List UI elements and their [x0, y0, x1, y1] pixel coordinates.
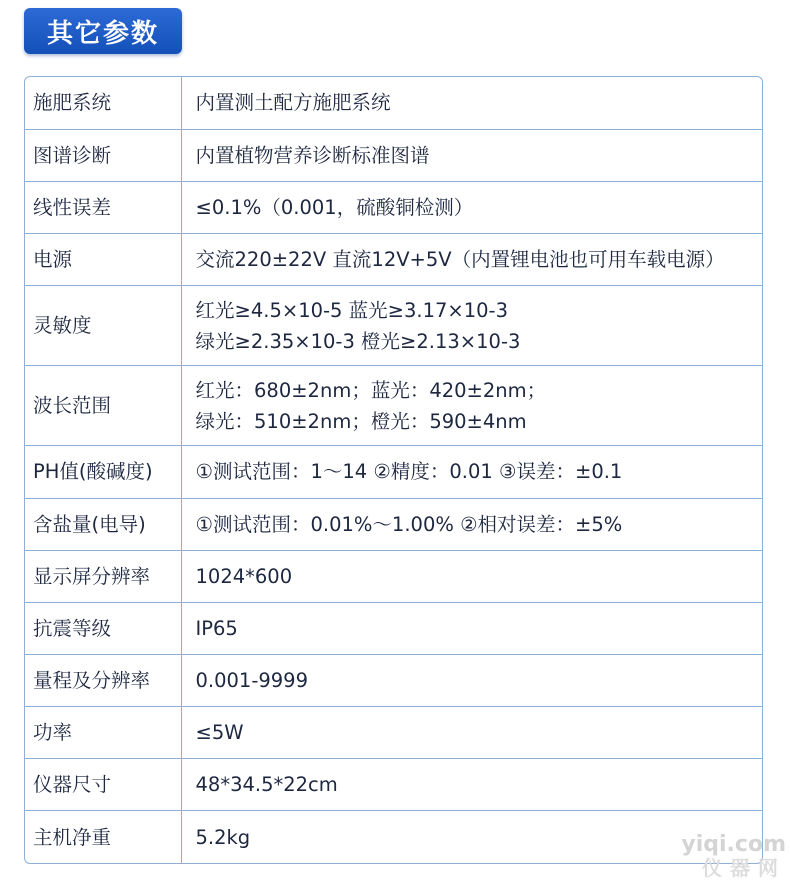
- spec-value-line: ≤0.1%（0.001，硫酸铜检测）: [195, 195, 474, 219]
- spec-value: [181, 811, 762, 863]
- watermark: [681, 834, 786, 878]
- spec-label: PH值(酸碱度): [25, 446, 181, 498]
- spec-label: 显示屏分辨率: [25, 550, 181, 602]
- section-title: 其它参数: [46, 18, 159, 49]
- spec-value: [181, 602, 762, 654]
- spec-row: [25, 707, 762, 759]
- spec-value-line: ①测试范围：1～14 ②精度：0.01 ③误差：±0.1: [195, 460, 623, 484]
- spec-value: [181, 446, 762, 498]
- spec-table-frame: [24, 76, 763, 864]
- spec-value-line: 交流220±22V 直流12V+5V（内置锂电池也可用车载电源）: [195, 247, 725, 271]
- spec-label: 量程及分辨率: [25, 654, 181, 706]
- spec-row: [25, 550, 762, 602]
- spec-row: [25, 181, 762, 233]
- spec-value: [181, 707, 762, 759]
- spec-value: [181, 286, 762, 366]
- spec-value-line: 红光：680±2nm；蓝光：420±2nm；: [195, 378, 547, 402]
- spec-value: [181, 129, 762, 181]
- spec-row: [25, 759, 762, 811]
- spec-row: [25, 233, 762, 285]
- spec-table-body: [25, 77, 762, 863]
- spec-label: 含盐量(电导): [25, 498, 181, 550]
- spec-row: [25, 602, 762, 654]
- spec-label: 图谱诊断: [25, 129, 181, 181]
- section-title-badge: [24, 8, 182, 54]
- spec-value-line: ①测试范围：0.01%～1.00% ②相对误差：±5%: [195, 512, 623, 536]
- spec-row: [25, 129, 762, 181]
- spec-label: 主机净重: [25, 811, 181, 863]
- spec-value: [181, 77, 762, 129]
- spec-value: [181, 233, 762, 285]
- spec-value-line: IP65: [195, 616, 238, 640]
- watermark-domain: yiqi.com: [681, 832, 786, 857]
- spec-value: [181, 759, 762, 811]
- spec-label: 抗震等级: [25, 602, 181, 654]
- spec-label: 波长范围: [25, 366, 181, 446]
- spec-label: 仪器尺寸: [25, 759, 181, 811]
- spec-label: 电源: [25, 233, 181, 285]
- spec-label: 线性误差: [25, 181, 181, 233]
- spec-row: [25, 446, 762, 498]
- spec-value-line: 绿光≥2.35×10-3 橙光≥2.13×10-3: [195, 329, 521, 353]
- spec-value: [181, 181, 762, 233]
- watermark-text: 仪器网: [702, 856, 786, 880]
- spec-row: [25, 498, 762, 550]
- spec-value: [181, 366, 762, 446]
- spec-label: 灵敏度: [25, 286, 181, 366]
- spec-row: [25, 811, 762, 863]
- spec-label: 施肥系统: [25, 77, 181, 129]
- spec-value-line: 绿光：510±2nm；橙光：590±4nm: [195, 409, 527, 433]
- spec-value: [181, 498, 762, 550]
- spec-value-line: 内置植物营养诊断标准图谱: [195, 143, 430, 167]
- spec-row: [25, 654, 762, 706]
- spec-label: 功率: [25, 707, 181, 759]
- spec-value-line: 0.001-9999: [195, 668, 308, 692]
- spec-row: [25, 286, 762, 366]
- spec-row: [25, 366, 762, 446]
- spec-value-line: 1024*600: [195, 564, 293, 588]
- spec-table: [25, 77, 762, 863]
- spec-value-line: ≤5W: [195, 721, 244, 745]
- spec-value: [181, 654, 762, 706]
- spec-value-line: 红光≥4.5×10-5 蓝光≥3.17×10-3: [195, 298, 508, 322]
- spec-value-line: 5.2kg: [195, 825, 251, 849]
- spec-row: [25, 77, 762, 129]
- spec-value-line: 48*34.5*22cm: [195, 773, 338, 797]
- spec-value-line: 内置测土配方施肥系统: [195, 91, 391, 115]
- spec-value: [181, 550, 762, 602]
